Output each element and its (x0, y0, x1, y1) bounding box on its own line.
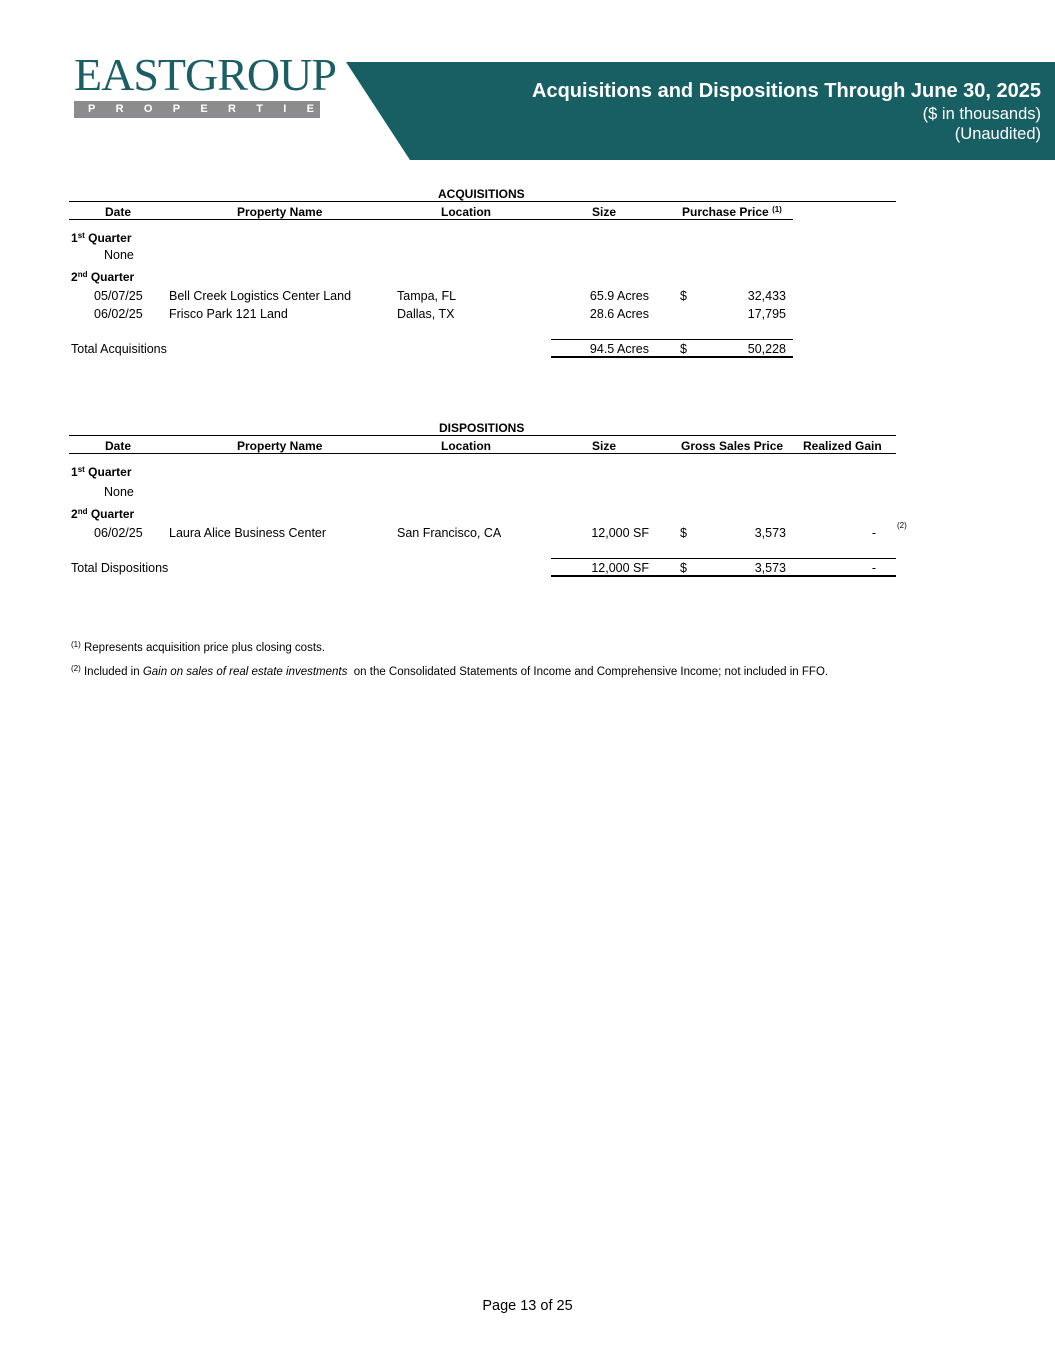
total-gain: - (871, 561, 876, 575)
table-top-rule (69, 201, 896, 202)
footnote-1: $^{(1)}$ Represents acquisition price plus closing costs. (71, 640, 325, 654)
row-property: Frisco Park 121 Land (169, 307, 288, 321)
row-price: 32,433 (747, 289, 786, 303)
row-property: Laura Alice Business Center (169, 526, 327, 540)
row-location: San Francisco, CA (397, 526, 502, 540)
row-date: 06/02/25 (94, 307, 143, 321)
footnote-2: $^{(2)}$ Included in Gain on sales of real estate investments on the Consolidated Statements of Income and Comprehensive Income; not included in FFO. (71, 664, 829, 678)
row-location: Tampa, FL (397, 289, 457, 303)
col-location: Location (441, 439, 491, 453)
col-property: Property Name (237, 205, 323, 219)
row-size: 65.9 Acres (589, 289, 649, 303)
total-label: Total Dispositions (71, 561, 169, 575)
row-dollar: $ (680, 526, 687, 540)
col-property: Property Name (237, 439, 323, 453)
company-logo: EASTGROUP (74, 49, 336, 100)
total-label: Total Acquisitions (71, 342, 167, 356)
total-dollar: $ (680, 561, 687, 575)
row-size: 28.6 Acres (589, 307, 649, 321)
col-gross-sales-price: Gross Sales Price (681, 439, 784, 453)
header-rule (69, 219, 793, 220)
total-price: 3,573 (754, 561, 786, 575)
row-dollar: $ (680, 289, 687, 303)
row-date: 05/07/25 (94, 289, 143, 303)
page-subtitle-units: ($ in thousands) (922, 105, 1041, 123)
page-number: Page 13 of 25 (482, 1298, 573, 1314)
none-label: None (104, 485, 134, 499)
col-date: Date (105, 439, 132, 453)
none-label: None (104, 248, 134, 262)
col-size: Size (592, 205, 617, 219)
header-rule (69, 453, 896, 454)
total-top-rule (551, 558, 896, 559)
dispositions-title: DISPOSITIONS (439, 421, 525, 435)
row-gain: - (871, 526, 876, 540)
col-location: Location (441, 205, 491, 219)
quarter-heading: 1st Quarter (71, 231, 132, 245)
total-bottom-rule (551, 356, 793, 358)
page-title: Acquisitions and Dispositions Through June 30, 2025 (532, 80, 1041, 102)
col-purchase-price: Purchase Price $^{(1)}$ (682, 205, 782, 219)
col-realized-gain: Realized Gain (803, 439, 882, 453)
total-size: 94.5 Acres (589, 342, 649, 356)
company-logo-subtitle: PROPERTIES (74, 101, 320, 118)
col-date: Date (105, 205, 132, 219)
row-price: 17,795 (747, 307, 786, 321)
total-price: 50,228 (747, 342, 786, 356)
table-top-rule (69, 435, 896, 436)
row-location: Dallas, TX (397, 307, 455, 321)
total-size: 12,000 SF (591, 561, 649, 575)
quarter-heading: 2nd Quarter (71, 507, 135, 521)
acquisitions-title: ACQUISITIONS (438, 187, 525, 201)
row-price: 3,573 (754, 526, 786, 540)
total-bottom-rule (551, 575, 896, 577)
quarter-heading: 2nd Quarter (71, 270, 135, 284)
row-property: Bell Creek Logistics Center Land (169, 289, 352, 303)
row-date: 06/02/25 (94, 526, 143, 540)
footnote-ref: (2) (897, 521, 907, 530)
total-top-rule (551, 339, 793, 340)
row-size: 12,000 SF (591, 526, 649, 540)
page-subtitle-audit: (Unaudited) (954, 125, 1041, 143)
quarter-heading: 1st Quarter (71, 465, 132, 479)
col-size: Size (592, 439, 617, 453)
total-dollar: $ (680, 342, 687, 356)
